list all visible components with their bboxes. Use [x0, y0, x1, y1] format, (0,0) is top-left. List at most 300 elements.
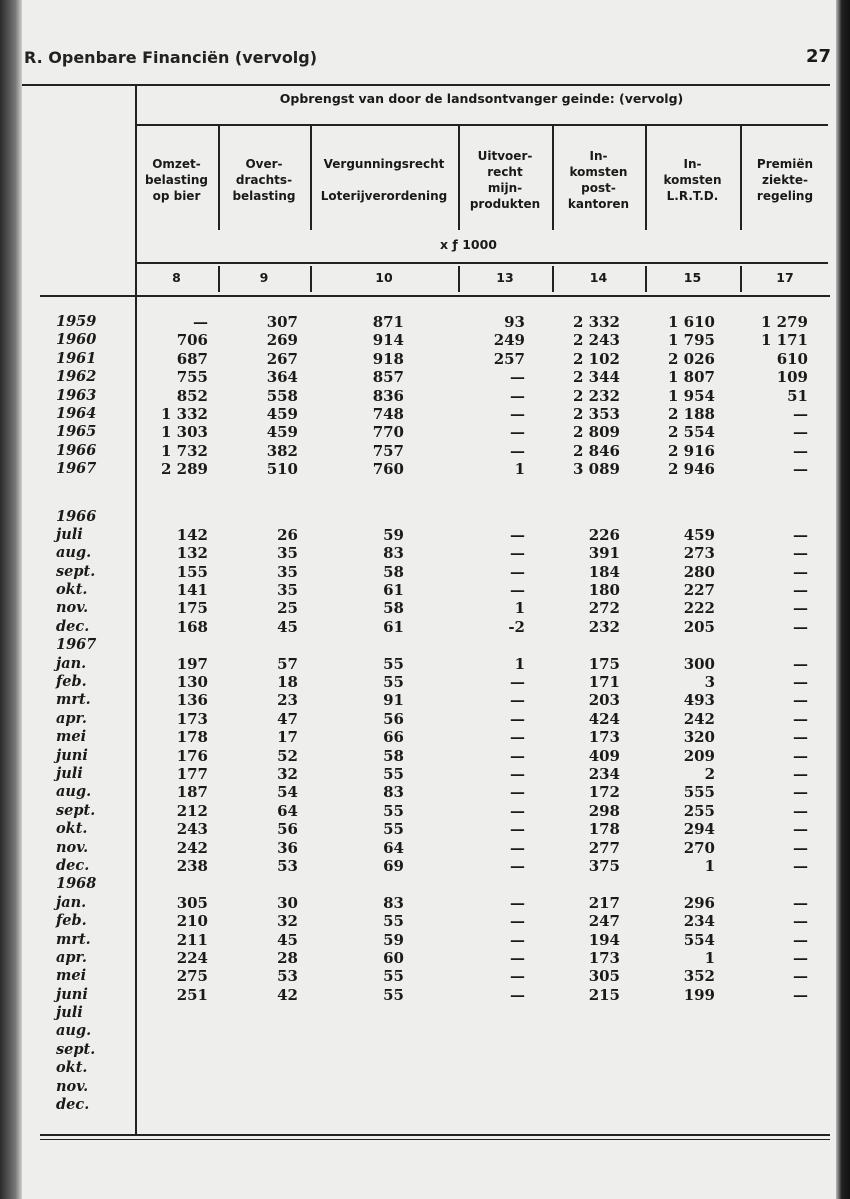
- table-row: [40, 581, 830, 599]
- table-row: [40, 728, 830, 746]
- table-cell: —: [793, 801, 808, 820]
- table-cell: 194: [588, 930, 620, 949]
- row-label: apr.: [56, 709, 87, 727]
- table-cell: —: [510, 673, 525, 692]
- column-number: 8: [172, 270, 181, 285]
- table-cell: 212: [176, 801, 208, 820]
- table-cell: [645, 636, 740, 654]
- table-cell: [218, 1041, 310, 1059]
- table-cell: 53: [277, 856, 298, 875]
- table-cell: —: [510, 709, 525, 728]
- table-cell: —: [793, 967, 808, 986]
- table-cell: —: [793, 441, 808, 460]
- table-cell: 209: [683, 746, 715, 765]
- table-cell: 55: [383, 673, 404, 692]
- table-row: [40, 313, 830, 331]
- row-label: mrt.: [56, 691, 91, 709]
- table-cell: [458, 1022, 552, 1040]
- row-label: okt.: [56, 581, 88, 599]
- table-cell: 2 188: [668, 404, 715, 423]
- table-cell: 257: [493, 349, 525, 368]
- table-cell: —: [793, 562, 808, 581]
- table-cell: 251: [176, 985, 208, 1004]
- table-cell: [218, 1059, 310, 1077]
- table-cell: 770: [372, 423, 404, 442]
- table-cell: [310, 1059, 458, 1077]
- table-cell: 177: [176, 764, 208, 783]
- table-cell: 1 732: [161, 441, 208, 460]
- table-cell: 269: [266, 331, 298, 350]
- table-cell: —: [510, 985, 525, 1004]
- table-cell: 55: [383, 820, 404, 839]
- table-cell: 2 289: [161, 460, 208, 479]
- table-cell: 61: [383, 581, 404, 600]
- column-header-inkomsten-postkantoren: In- komsten post- kantoren: [567, 149, 630, 211]
- table-cell: 2 102: [573, 349, 620, 368]
- table-row: [40, 1041, 830, 1059]
- table-cell: 1: [514, 460, 525, 479]
- row-label: mrt.: [56, 930, 91, 948]
- table-cell: —: [793, 948, 808, 967]
- table-cell: 305: [588, 967, 620, 986]
- table-row: [40, 857, 830, 875]
- table-cell: 2 243: [573, 331, 620, 350]
- table-cell: —: [510, 893, 525, 912]
- table-cell: 52: [277, 746, 298, 765]
- table-row: [40, 563, 830, 581]
- table-cell: 275: [176, 967, 208, 986]
- table-row: [40, 618, 830, 636]
- row-label: 1963: [56, 386, 97, 404]
- row-label: 1962: [56, 368, 97, 386]
- table-cell: 510: [266, 460, 298, 479]
- table-cell: —: [510, 691, 525, 710]
- table-cell: —: [793, 460, 808, 479]
- table-cell: —: [510, 581, 525, 600]
- table-cell: 459: [266, 423, 298, 442]
- table-cell: 180: [588, 581, 620, 600]
- column-header-overdrachtsbelasting: Over- drachts- belasting: [232, 157, 296, 203]
- table-row: [40, 747, 830, 765]
- table-cell: 300: [683, 654, 715, 673]
- bottom-rule: [40, 1134, 830, 1136]
- table-cell: 69: [383, 856, 404, 875]
- table-cell: 243: [176, 820, 208, 839]
- row-label: juli: [56, 525, 83, 543]
- table-row: [40, 931, 830, 949]
- table-row: [40, 544, 830, 562]
- table-row: [40, 1078, 830, 1096]
- row-label: 1967: [56, 636, 97, 654]
- table-cell: 32: [277, 764, 298, 783]
- table-cell: 59: [383, 930, 404, 949]
- table-cell: 3: [704, 673, 715, 692]
- table-cell: 57: [277, 654, 298, 673]
- table-cell: 706: [176, 331, 208, 350]
- table-cell: [310, 1022, 458, 1040]
- table-cell: 382: [266, 441, 298, 460]
- table-cell: —: [510, 525, 525, 544]
- table-cell: —: [510, 404, 525, 423]
- table-cell: 83: [383, 893, 404, 912]
- table-cell: 47: [277, 709, 298, 728]
- table-cell: —: [510, 820, 525, 839]
- table-cell: [645, 1059, 740, 1077]
- row-label: sept.: [56, 562, 96, 580]
- table-cell: 375: [588, 856, 620, 875]
- table-cell: 36: [277, 838, 298, 857]
- row-label: 1960: [56, 331, 97, 349]
- table-cell: —: [793, 617, 808, 636]
- table-cell: 59: [383, 525, 404, 544]
- table-cell: 242: [683, 709, 715, 728]
- table-cell: [645, 1096, 740, 1114]
- row-label: aug.: [56, 1022, 92, 1040]
- table-cell: —: [793, 423, 808, 442]
- table-cell: 232: [588, 617, 620, 636]
- table-cell: 58: [383, 562, 404, 581]
- row-label: 1959: [56, 313, 97, 330]
- column-number: 9: [259, 270, 269, 285]
- table-cell: 1 279: [761, 313, 808, 331]
- table-cell: —: [793, 764, 808, 783]
- table-cell: 2 332: [573, 313, 620, 331]
- row-label: dec.: [56, 1096, 90, 1114]
- table-cell: [135, 1004, 218, 1022]
- table-cell: 238: [176, 856, 208, 875]
- table-cell: 215: [588, 985, 620, 1004]
- table-cell: [740, 1022, 830, 1040]
- table-cell: [218, 636, 310, 654]
- row-label: nov.: [56, 599, 89, 617]
- table-row: [40, 442, 830, 460]
- table-cell: 1 954: [668, 386, 715, 405]
- table-cell: 272: [588, 599, 620, 618]
- table-cell: 130: [176, 673, 208, 692]
- table-cell: [135, 1041, 218, 1059]
- table-cell: —: [510, 912, 525, 931]
- table-cell: 857: [372, 368, 404, 387]
- table-cell: 610: [776, 349, 808, 368]
- table-cell: [458, 1004, 552, 1022]
- table-cell: 2 344: [573, 368, 620, 387]
- table-cell: 23: [277, 691, 298, 710]
- table-cell: 197: [176, 654, 208, 673]
- table-cell: 64: [277, 801, 298, 820]
- table-cell: [740, 1096, 830, 1114]
- table-cell: —: [793, 985, 808, 1004]
- row-label: mei: [56, 967, 87, 985]
- table-cell: 58: [383, 599, 404, 618]
- table-cell: [218, 1022, 310, 1040]
- table-cell: [552, 1059, 645, 1077]
- table-cell: 61: [383, 617, 404, 636]
- table-cell: —: [510, 764, 525, 783]
- table-cell: [218, 1096, 310, 1114]
- table-cell: —: [510, 948, 525, 967]
- table-cell: —: [793, 525, 808, 544]
- table-row: [40, 368, 830, 386]
- table-cell: 132: [176, 544, 208, 563]
- table-cell: 2 554: [668, 423, 715, 442]
- table-cell: -2: [508, 617, 525, 636]
- row-label: 1966: [56, 441, 97, 459]
- table-cell: 56: [277, 820, 298, 839]
- table-cell: —: [793, 599, 808, 618]
- table-cell: [310, 1004, 458, 1022]
- table-cell: —: [793, 912, 808, 931]
- table-cell: [135, 1059, 218, 1077]
- table-cell: [135, 1096, 218, 1114]
- table-cell: 2 916: [668, 441, 715, 460]
- table-cell: [218, 875, 310, 893]
- table-cell: 210: [176, 912, 208, 931]
- table-cell: 871: [372, 313, 404, 331]
- table-cell: 168: [176, 617, 208, 636]
- column-header-premien: Premiën ziekte- regeling: [756, 157, 814, 203]
- table-cell: 1 303: [161, 423, 208, 442]
- table-cell: 184: [588, 562, 620, 581]
- table-cell: 352: [683, 967, 715, 986]
- table-cell: 58: [383, 746, 404, 765]
- table-cell: [552, 1004, 645, 1022]
- page-edge: [836, 0, 850, 1199]
- table-cell: [552, 1041, 645, 1059]
- table-cell: 273: [683, 544, 715, 563]
- table-cell: 45: [277, 930, 298, 949]
- row-label: juli: [56, 1004, 83, 1022]
- table-cell: —: [793, 709, 808, 728]
- header-rule: [135, 124, 828, 126]
- table-cell: 35: [277, 544, 298, 563]
- table-cell: —: [510, 930, 525, 949]
- table-cell: 320: [683, 728, 715, 747]
- table-cell: [552, 875, 645, 893]
- table-cell: [552, 1022, 645, 1040]
- title-rule: [22, 84, 830, 86]
- table-cell: 226: [588, 525, 620, 544]
- table-row: [40, 1022, 830, 1040]
- column-number-rule: [40, 295, 830, 297]
- row-label: dec.: [56, 617, 90, 635]
- table-row: [40, 949, 830, 967]
- row-label: 1961: [56, 349, 97, 367]
- table-cell: 277: [588, 838, 620, 857]
- table-row: [40, 1059, 830, 1077]
- row-label: mei: [56, 728, 87, 746]
- table-cell: 222: [683, 599, 715, 618]
- row-label: nov.: [56, 838, 89, 856]
- table-cell: 914: [372, 331, 404, 350]
- table-row: [40, 986, 830, 1004]
- row-label: 1968: [56, 875, 97, 893]
- table-cell: —: [793, 691, 808, 710]
- table-row: [40, 655, 830, 673]
- unit-rule: [135, 262, 828, 264]
- table-row: [40, 783, 830, 801]
- table-cell: 2 846: [573, 441, 620, 460]
- table-cell: 2 353: [573, 404, 620, 423]
- table-cell: 558: [266, 386, 298, 405]
- table-cell: —: [793, 783, 808, 802]
- table-cell: 53: [277, 967, 298, 986]
- table-cell: [310, 636, 458, 654]
- table-cell: —: [510, 728, 525, 747]
- table-cell: 155: [176, 562, 208, 581]
- table-cell: 2 026: [668, 349, 715, 368]
- table-row: [40, 839, 830, 857]
- table-cell: 1 610: [668, 313, 715, 331]
- table-cell: 234: [683, 912, 715, 931]
- table-cell: 836: [372, 386, 404, 405]
- table-cell: 173: [176, 709, 208, 728]
- column-number: 17: [776, 270, 794, 285]
- table-cell: 296: [683, 893, 715, 912]
- table-super-header: Opbrengst van door de landsontvanger geinde: (vervolg): [279, 91, 684, 106]
- row-spacer: [40, 479, 830, 508]
- table-cell: 294: [683, 820, 715, 839]
- column-number: 10: [375, 270, 393, 285]
- row-label: juni: [56, 746, 88, 764]
- table-row: [40, 350, 830, 368]
- table-row: [40, 387, 830, 405]
- table-cell: [218, 1004, 310, 1022]
- table-cell: [552, 1096, 645, 1114]
- table-cell: 109: [776, 368, 808, 387]
- table-cell: [740, 636, 830, 654]
- table-cell: 35: [277, 581, 298, 600]
- table-cell: [310, 508, 458, 526]
- table-cell: [740, 1059, 830, 1077]
- row-label: okt.: [56, 1059, 88, 1077]
- table-row: [40, 691, 830, 709]
- table-cell: 249: [493, 331, 525, 350]
- table-cell: 66: [383, 728, 404, 747]
- table-cell: 173: [588, 948, 620, 967]
- table-row: [40, 673, 830, 691]
- table-cell: —: [510, 967, 525, 986]
- table-cell: 1: [514, 654, 525, 673]
- table-cell: 211: [176, 930, 208, 949]
- table-cell: 227: [683, 581, 715, 600]
- table-cell: 270: [683, 838, 715, 857]
- table-cell: 55: [383, 764, 404, 783]
- table-cell: 280: [683, 562, 715, 581]
- table-cell: —: [193, 313, 208, 331]
- table-cell: 175: [176, 599, 208, 618]
- table-cell: 242: [176, 838, 208, 857]
- table-cell: —: [793, 404, 808, 423]
- table-cell: 178: [588, 820, 620, 839]
- table-cell: [135, 1022, 218, 1040]
- row-label: 1966: [56, 507, 97, 525]
- table-cell: 1: [704, 948, 715, 967]
- column-header-uitvoerrecht: Uitvoer- recht mijn- produkten: [469, 149, 541, 211]
- table-cell: 267: [266, 349, 298, 368]
- table-cell: 56: [383, 709, 404, 728]
- table-cell: [645, 1078, 740, 1096]
- table-row: [40, 423, 830, 441]
- table-cell: —: [793, 930, 808, 949]
- row-label: sept.: [56, 1040, 96, 1058]
- table-cell: [458, 508, 552, 526]
- table-cell: —: [510, 838, 525, 857]
- table-cell: —: [793, 544, 808, 563]
- table-cell: [645, 508, 740, 526]
- row-label: dec.: [56, 856, 90, 874]
- table-cell: —: [793, 581, 808, 600]
- table-cell: [135, 1078, 218, 1096]
- table-row: [40, 1004, 830, 1022]
- table-cell: 17: [277, 728, 298, 747]
- table-cell: 755: [176, 368, 208, 387]
- table-body: [40, 313, 830, 1114]
- table-cell: —: [793, 893, 808, 912]
- row-label: 1965: [56, 423, 97, 441]
- row-label: apr.: [56, 948, 87, 966]
- table-cell: 2: [704, 764, 715, 783]
- row-label: aug.: [56, 783, 92, 801]
- table-cell: —: [793, 838, 808, 857]
- column-header-omzetbelasting: Omzet- belasting op bier: [144, 157, 209, 203]
- column-number: 13: [496, 270, 514, 285]
- table-cell: 60: [383, 948, 404, 967]
- table-row: [40, 526, 830, 544]
- column-number: 15: [683, 270, 702, 285]
- table-cell: 364: [266, 368, 298, 387]
- table-cell: [552, 508, 645, 526]
- table-cell: 64: [383, 838, 404, 857]
- table-row: [40, 875, 830, 893]
- table-cell: 172: [588, 783, 620, 802]
- table-cell: —: [510, 783, 525, 802]
- column-header-inkomsten-lrtd: In- komsten L.R.T.D.: [663, 157, 722, 203]
- table-cell: —: [510, 801, 525, 820]
- table-cell: 171: [588, 673, 620, 692]
- table-cell: 32: [277, 912, 298, 931]
- table-row: [40, 894, 830, 912]
- table-cell: 255: [683, 801, 715, 820]
- table-cell: —: [510, 368, 525, 387]
- table-cell: 136: [176, 691, 208, 710]
- table-cell: [645, 1022, 740, 1040]
- table-cell: 1 807: [668, 368, 715, 387]
- table-cell: [310, 1041, 458, 1059]
- table-cell: 757: [372, 441, 404, 460]
- table-cell: 26: [277, 525, 298, 544]
- table-cell: 3 089: [573, 460, 620, 479]
- table-cell: 748: [372, 404, 404, 423]
- table-cell: 459: [683, 525, 715, 544]
- row-label: feb.: [56, 673, 87, 691]
- table-cell: 45: [277, 617, 298, 636]
- table-cell: 224: [176, 948, 208, 967]
- table-cell: 217: [588, 893, 620, 912]
- table-row: [40, 802, 830, 820]
- table-cell: 2 946: [668, 460, 715, 479]
- table-cell: 199: [683, 985, 715, 1004]
- table-row: [40, 912, 830, 930]
- table-cell: [458, 1041, 552, 1059]
- table-row: [40, 331, 830, 349]
- table-cell: 234: [588, 764, 620, 783]
- table-cell: 1 795: [668, 331, 715, 350]
- table-cell: 187: [176, 783, 208, 802]
- table-cell: 205: [683, 617, 715, 636]
- table-cell: 176: [176, 746, 208, 765]
- table-cell: 247: [588, 912, 620, 931]
- table-cell: [310, 875, 458, 893]
